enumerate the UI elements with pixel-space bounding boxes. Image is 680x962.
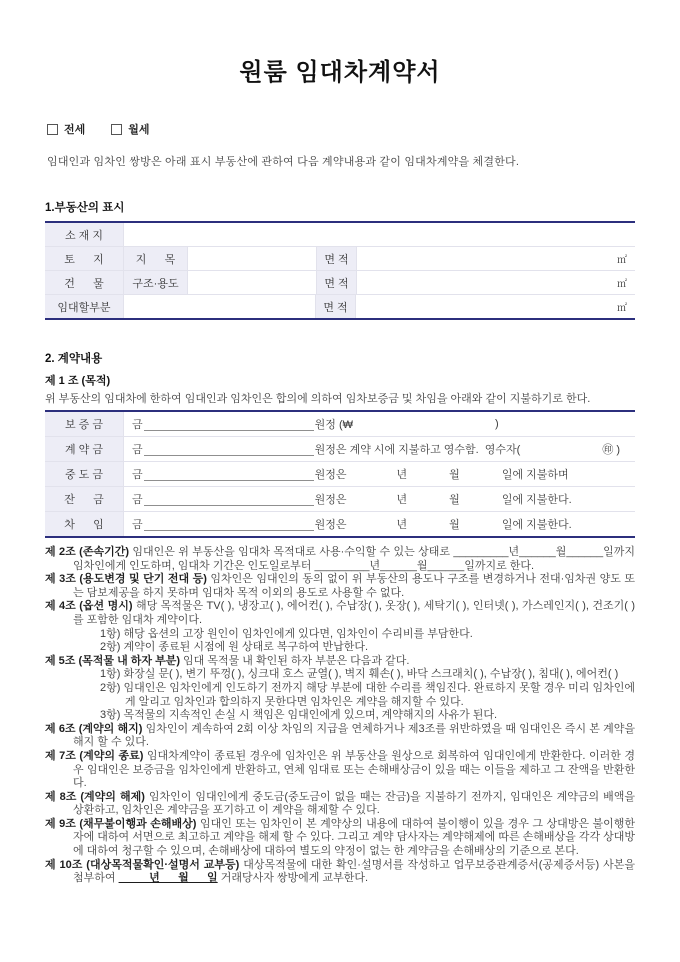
month-label: 월 [449,494,460,506]
rent-amount-blank[interactable] [144,517,314,531]
term-clause: 제 9조 (채무불이행과 손해배상) 임대인 또는 임차인이 본 계약상의 내용에 대하여 불이행이 있을 경우 그 상대방은 불이행한 자에 대하여 서면으로 최고하고 계약을 해제 할 수 있다. 그리고 계약 담사자는 계약해제에 따른 손해배상을 각각 상대방에 대하여 청구할 수 있으며, 손해배상에 대하여 별도의 약정이 없는 한 계약금을 손해배상의 기준으로 본다. [45,817,635,858]
deposit-amount-blank[interactable] [144,417,314,431]
term-number: 제 9조 [45,817,80,830]
land-category-field[interactable] [187,247,316,270]
term-number: 제 6조 [45,722,79,735]
property-table [45,221,635,320]
article1-body: 위 부동산의 임대차에 한하여 임대인과 임차인은 합의에 의하여 임차보증금 및 차임을 아래와 같이 지불하기로 한다. [45,393,591,405]
term-number: 제 8조 [45,790,81,803]
rented-area-field[interactable]: ㎡ [355,295,635,318]
amount-text: 원정은 [314,494,347,506]
year-label: 년 [396,469,408,481]
amount-tail: ) [495,418,499,430]
payment-table [45,410,635,538]
page-title: 원룸 임대차계약서 [239,59,441,86]
term-title: (옵션 명시) [79,600,136,613]
rent-value [123,512,635,536]
amount-prefix: 금 [132,494,143,506]
term-number: 제 2조 [45,546,80,558]
year-label: 년 [396,519,408,531]
term-clause: 제 5조 (목적물 내 하자 부분) 임대 목적물 내 확인된 하자 부분은 다음과 같다. [45,654,410,667]
month-label: 월 [449,469,460,481]
seal-mark: ㊞ ) [602,444,621,456]
amount-text: 원정은 계약 시에 지불하고 영수함. 영수자( [314,444,521,456]
table-row [45,270,635,294]
term-number: 제 7조 [45,749,80,762]
table-row [45,223,635,246]
term-subclause: 2항) 임대인은 임차인에게 인도하기 전까지 해당 부분에 대한 수리를 책임진다. 완료하지 못할 경우 미리 임차인에게 알리고 임차인과 합의하지 못한다면 임차인은 계약을 해지할 수 있다. [100,681,635,708]
land-area-label: 면 적 [316,247,356,270]
rented-part-field[interactable] [123,295,315,318]
balance-amount-blank[interactable] [144,492,314,506]
term-clause: 제 10조 (대상목적물확인·설명서 교부등) 대상목적물에 대한 확인·설명서를 작성하고 업무보증관계증서(공제증서등) 사본을 첨부하여 년 월 일 거래당사자 쌍방에게 교부한다. [45,858,635,885]
table-row [45,486,635,511]
lease-type-row [47,121,633,137]
year-label: 년 [396,494,408,506]
jeonse-label: 전세 [64,124,86,136]
article1-number: 제 1 조 (목적) [45,375,111,387]
deposit-label: 보 증 금 [45,412,123,436]
table-row [45,511,635,536]
address-label: 소 재 지 [45,223,123,246]
term-number: 제 10조 [45,858,87,871]
land-category-label: 지 목 [123,247,187,270]
terms-list [45,546,635,886]
amount-prefix: 금 [132,444,143,456]
term-clause: 제 3조 (용도변경 및 단기 전대 등) 임차인은 임대인의 동의 없이 위 부동산의 용도나 구조를 변경하거나 전대·임차권 양도 또는 담보제공을 하지 못하며 임대차 목적 이외의 용도로 사용할 수 없다. [45,573,635,599]
building-area-field[interactable]: ㎡ [356,271,635,294]
table-row [45,412,635,436]
term-subclause: 3항) 목적물의 지속적인 손실 시 책임은 임대인에게 있으며, 계약해지의 사유가 된다. [100,709,498,722]
term-clause: 제 4조 (옵션 명시) 해당 목적물은 TV( ), 냉장고( ), 에어컨( ), 수납장( ), 옷장( ), 세탁기( ), 인터넷( ), 가스레인지( ), 건조기( )를 포함한 임대차 계약이다. [45,600,635,626]
amount-text: 원정은 [314,519,347,531]
table-row [45,436,635,461]
amount-prefix: 금 [132,419,143,431]
term-number: 제 4조 [45,600,80,613]
jeonse-checkbox[interactable] [47,124,58,135]
date-blank[interactable]: 년 월 일 [118,872,218,885]
amount-text: 원정 (₩ [314,419,353,431]
term-clause: 제 6조 (계약의 해지) 임차인이 계속하여 2회 이상 차임의 지급을 연체하거나 제3조를 위반하였을 때 임대인은 즉시 본 계약을 해지 할 수 있다. [45,722,635,749]
amount-text: 원정은 [314,469,347,481]
term-number: 제 3조 [45,573,80,586]
building-label: 건 물 [45,271,123,294]
term-title: (존속기간) [79,546,133,558]
interim-payment-value [123,462,635,486]
rent-label: 차 임 [45,512,123,536]
interim-amount-blank[interactable] [144,467,314,481]
jeonse-option [47,121,85,137]
term-subclause: 1항) 화장실 문( ), 변기 뚜껑( ), 싱크대 호스 균열( ), 벽지 훼손( ), 바닥 스크래치( ), 수납장( ), 침대( ), 에어컨( ) [100,668,619,681]
building-structure-label: 구조·용도 [123,271,187,294]
section2-heading: 2. 계약내용 [45,353,103,365]
interim-payment-label: 중 도 금 [45,462,123,486]
month-label: 월 [449,519,460,531]
term-clause: 제 7조 (계약의 종료) 임대차계약이 종료된 경우에 임차인은 위 부동산을 원상으로 회복하여 임대인에게 반환한다. 이러한 경우 임대인은 보증금을 임차인에게 반환하고, 연체 임대료 또는 손해배상금이 있을 때는 이들을 제하고 그 잔액을 반환한다. [45,749,635,790]
wolse-option [111,121,149,137]
term-title: (목적물 내 하자 부분) [78,654,184,667]
down-payment-value [123,437,635,461]
amount-prefix: 금 [132,469,143,481]
term-title: (계약의 종료) [79,749,147,762]
term-number: 제 5조 [45,654,79,667]
amount-prefix: 금 [132,519,143,531]
balance-label: 잔 금 [45,487,123,511]
deposit-value [123,412,635,436]
section1-heading: 1.부동산의 표시 [45,202,125,214]
building-structure-field[interactable] [187,271,316,294]
term-title: (계약의 해지) [78,722,146,735]
building-area-label: 면 적 [316,271,356,294]
term-title: (채무불이행과 손해배상) [79,817,200,830]
balance-value [123,487,635,511]
day-label: 일에 지불한다. [501,494,572,506]
table-row [45,294,635,318]
day-label: 일에 지불하며 [501,469,569,481]
wolse-checkbox[interactable] [111,124,122,135]
address-field[interactable] [123,223,635,246]
term-title: (대상목적물확인·설명서 교부등) [86,858,244,871]
land-area-field[interactable]: ㎡ [356,247,635,270]
day-label: 일에 지불한다. [501,519,572,531]
term-title: (용도변경 및 단기 전대 등) [79,573,211,586]
term-subclause: 2항) 계약이 종료된 시점에 원 상태로 복구하여 반납한다. [100,641,369,654]
table-row [45,246,635,270]
rented-part-label: 임대할부분 [45,295,123,318]
term-subclause: 1항) 해당 옵션의 고장 원인이 임차인에게 있다면, 임차인이 수리비를 부담한다. [100,627,473,640]
wolse-label: 월세 [128,124,150,136]
land-label: 토 지 [45,247,123,270]
rented-area-label: 면 적 [315,295,355,318]
term-title: (계약의 해제) [80,790,149,803]
intro-text: 임대인과 임차인 쌍방은 아래 표시 부동산에 관하여 다음 계약내용과 같이 임대차계약을 체결한다. [47,156,520,168]
term-clause: 제 8조 (계약의 해제) 임차인이 임대인에게 중도금(중도금이 없을 때는 잔금)을 지불하기 전까지, 임대인은 계약금의 배액을 상환하고, 임차인은 계약금을 포기하고 이 계약을 해제할 수 있다. [45,790,636,817]
table-row [45,461,635,486]
down-payment-amount-blank[interactable] [144,442,314,456]
down-payment-label: 계 약 금 [45,437,123,461]
term-clause: 제 2조 (존속기간) 임대인은 위 부동산을 임대차 목적대로 사용·수익할 수 있는 상태로 _________년______월______일까지 임차인에게 인도하며, 임대차 기간은 인도일로부터 _________년______월______일까지로 한다. [45,546,636,572]
